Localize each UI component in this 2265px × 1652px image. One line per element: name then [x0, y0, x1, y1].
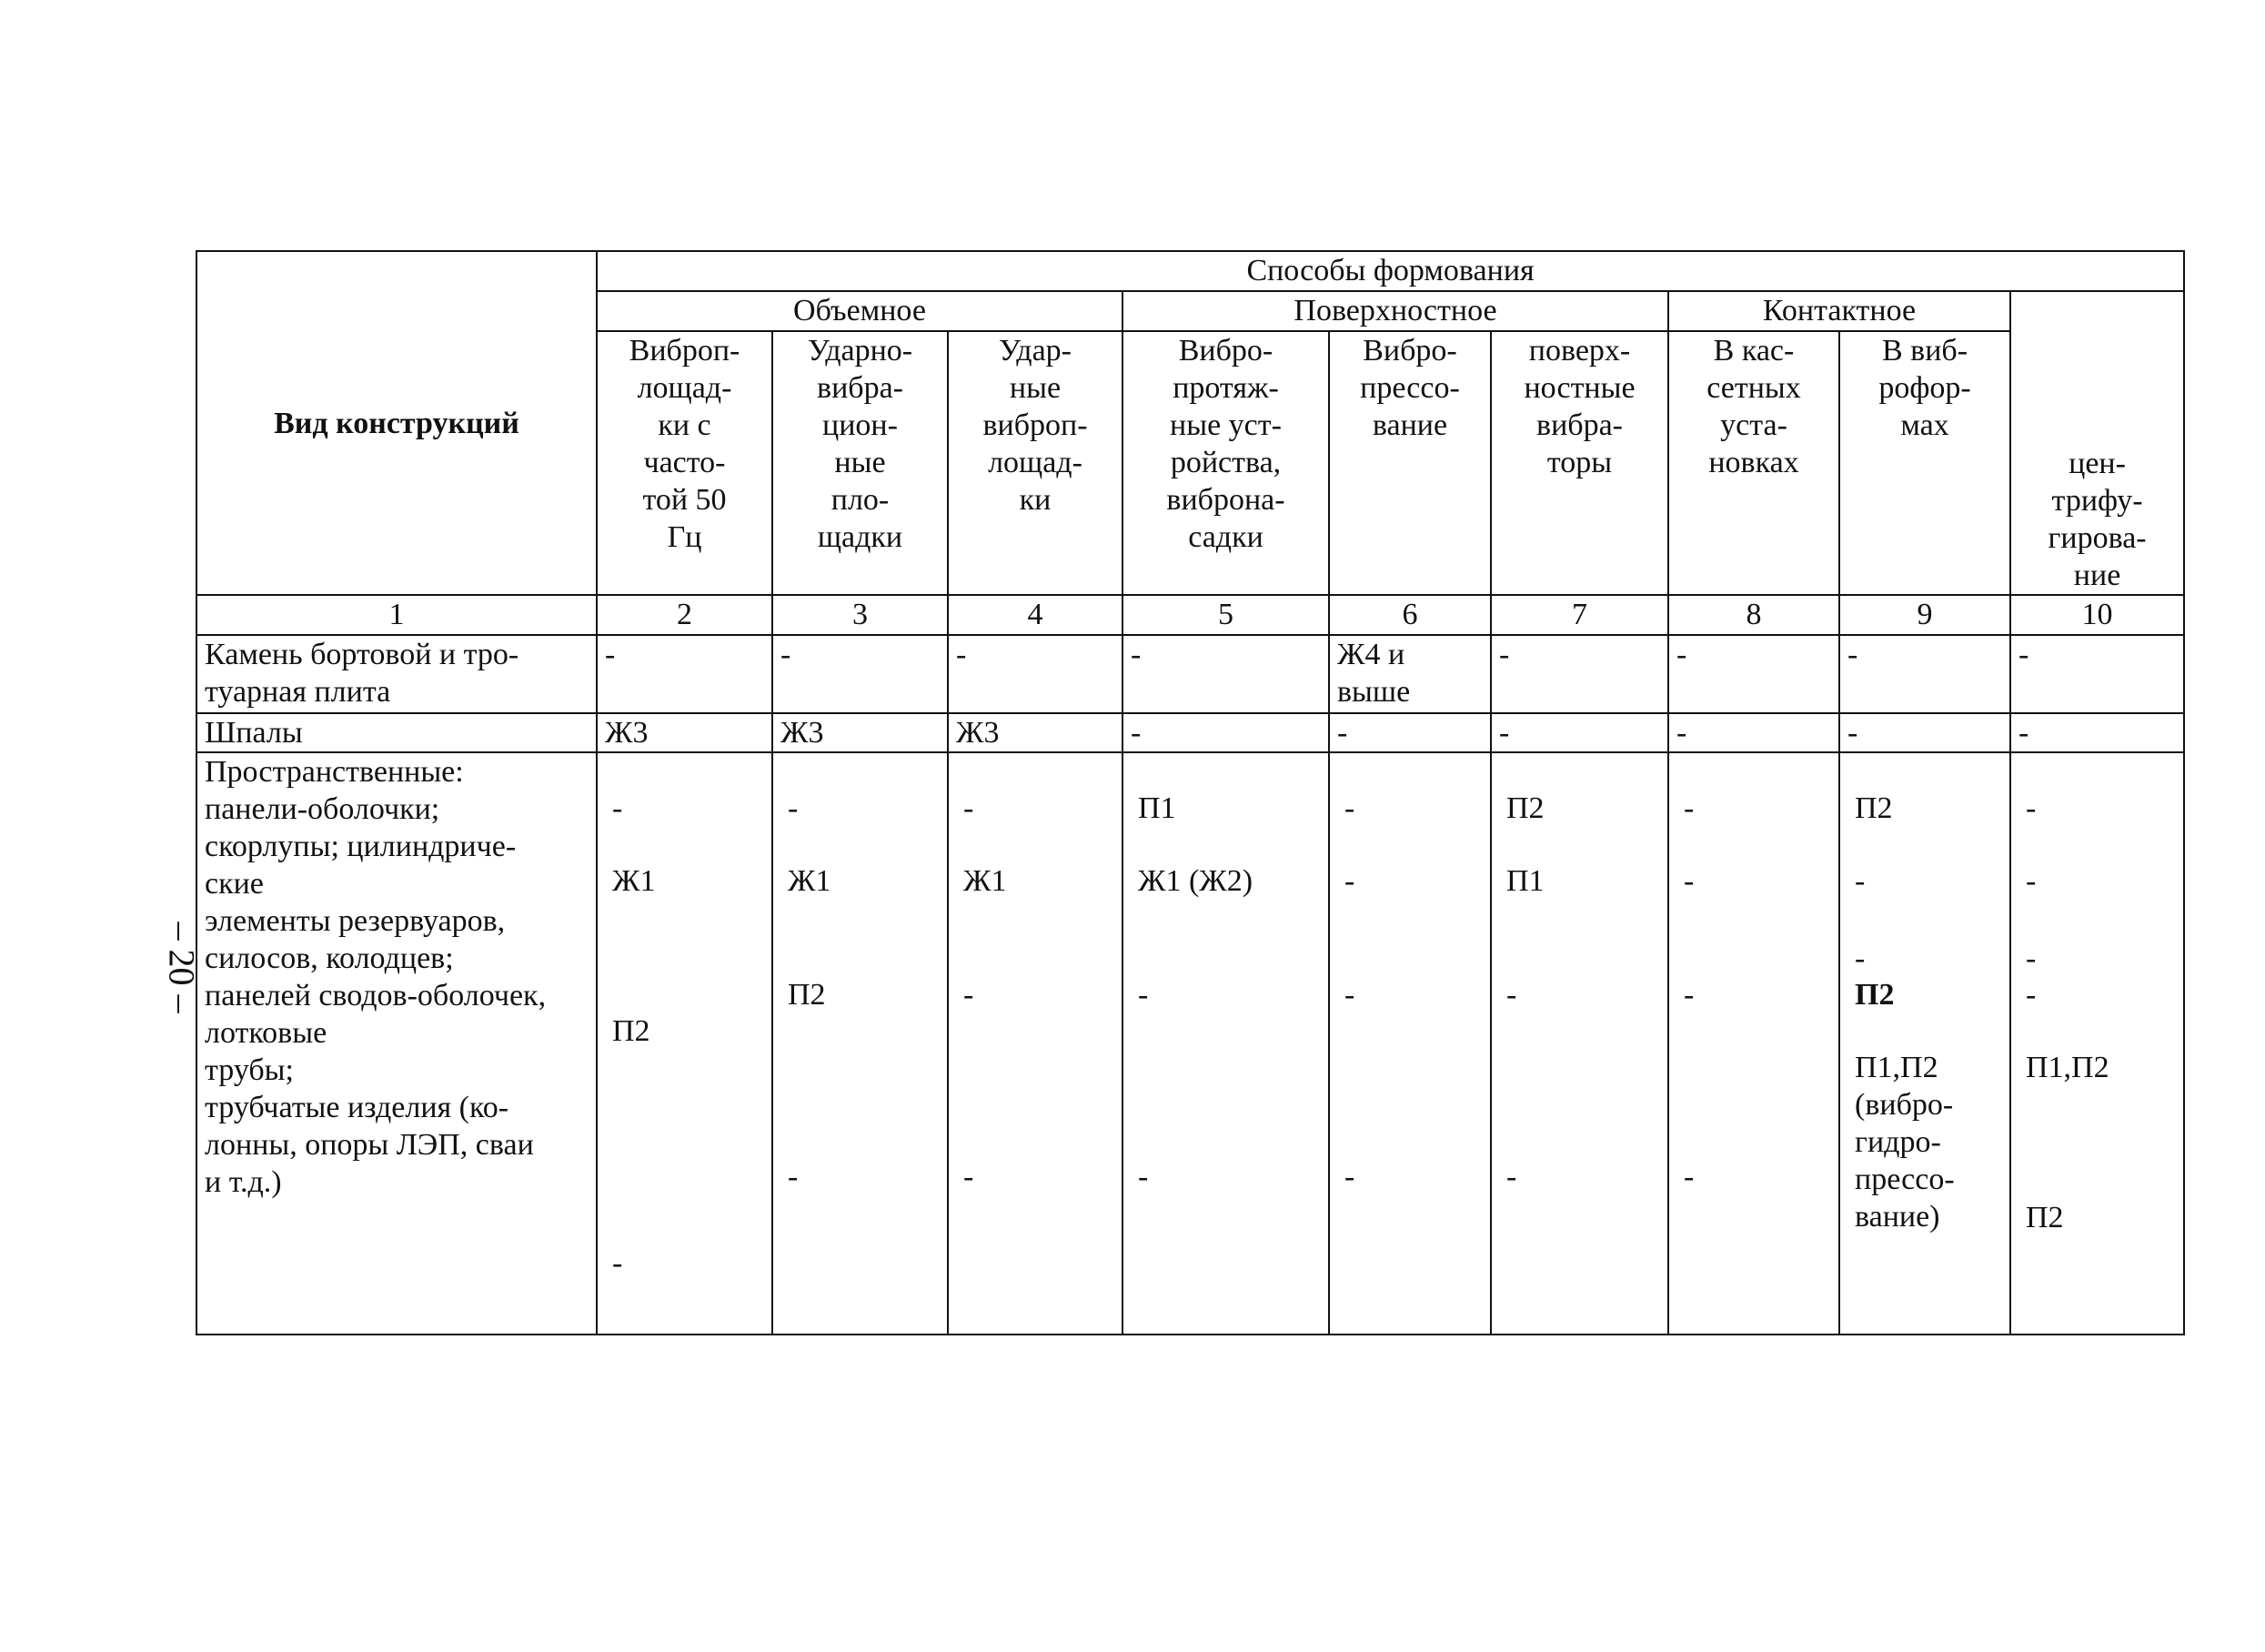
table-cell — [772, 752, 948, 1335]
table-cell: - — [2010, 635, 2184, 713]
header-col-3: Ударно- вибра- цион- ные пло- щадки — [772, 331, 948, 595]
cell-value: П2 — [788, 978, 826, 1012]
cell-value: - — [963, 1160, 974, 1194]
cell-value: - — [612, 1246, 623, 1280]
table-cell: - — [1491, 713, 1668, 752]
header-col-7: поверх- ностные вибра- торы — [1491, 331, 1668, 595]
cell-value: - — [1684, 791, 1695, 825]
column-number: 6 — [1329, 595, 1491, 635]
cell-value: - — [1138, 1160, 1149, 1194]
row-label: Шпалы — [196, 713, 597, 752]
table-cell — [1839, 752, 2010, 1335]
header-group-surface: Поверхностное — [1122, 291, 1668, 331]
row-label: Камень бортовой и тро- туарная плита — [196, 635, 597, 713]
cell-value: - — [1684, 1160, 1695, 1194]
table-cell: - — [1668, 635, 1839, 713]
header-methods-title: Способы формования — [597, 251, 2184, 291]
cell-value: - — [1506, 978, 1517, 1012]
header-col-6: Вибро- прессо- вание — [1329, 331, 1491, 595]
table-row — [196, 635, 2184, 713]
cell-value: П2 — [612, 1014, 650, 1048]
table-cell: - — [1329, 713, 1491, 752]
cell-value: - — [963, 791, 974, 825]
table-cell — [1668, 752, 1839, 1335]
column-number: 10 — [2010, 595, 2184, 635]
column-number: 8 — [1668, 595, 1839, 635]
table-cell: - — [2010, 713, 2184, 752]
cell-value: - — [1506, 1160, 1517, 1194]
table-cell: - — [1122, 635, 1329, 713]
table-cell — [597, 752, 772, 1335]
cell-value: П2 — [2026, 1201, 2064, 1234]
cell-value: - — [1855, 942, 1866, 975]
column-number: 2 — [597, 595, 772, 635]
table-cell: Ж3 — [948, 713, 1122, 752]
column-number: 7 — [1491, 595, 1668, 635]
header-col-4: Удар- ные виброп- лощад- ки — [948, 331, 1122, 595]
table-cell: Ж3 — [597, 713, 772, 752]
cell-value: - — [612, 791, 623, 825]
table-cell: - — [1491, 635, 1668, 713]
table-cell — [1122, 752, 1329, 1335]
cell-value: - — [788, 791, 799, 825]
header-col-5: Вибро- протяж- ные уст- ройства, виброна- садки — [1122, 331, 1329, 595]
header-col-10: цен- трифу- гирова- ние — [2010, 291, 2184, 595]
table-cell — [948, 752, 1122, 1335]
cell-value: Ж1 — [612, 864, 656, 898]
cell-value: - — [1344, 978, 1355, 1012]
column-number: 3 — [772, 595, 948, 635]
table-cell: - — [1668, 713, 1839, 752]
cell-value: П1,П2 — [2026, 1051, 2109, 1084]
cell-value: Ж1 — [788, 864, 831, 898]
table-cell: Ж3 — [772, 713, 948, 752]
row-label: Пространственные: панели-оболочки; скорлупы; цилиндриче- ские элементы резервуаров, силосов, колодцев; панелей сводов-оболочек, лотковые трубы; трубчатые изделия (ко- лонны, опоры ЛЭП, сваи и т.д.) — [196, 752, 597, 1335]
cell-value: - — [1344, 791, 1355, 825]
cell-value: - — [2026, 864, 2037, 898]
table-cell: - — [772, 635, 948, 713]
cell-value: П2 — [1506, 791, 1545, 825]
table-cell — [1329, 752, 1491, 1335]
column-number: 1 — [196, 595, 597, 635]
column-number: 9 — [1839, 595, 2010, 635]
page-number: – 20 – — [161, 922, 203, 1013]
cell-value: - — [1855, 864, 1866, 898]
table-cell — [2010, 752, 2184, 1335]
cell-value: П1 — [1506, 864, 1545, 898]
cell-value: - — [788, 1160, 799, 1194]
column-number: 5 — [1122, 595, 1329, 635]
header-group-volume: Объемное — [597, 291, 1122, 331]
cell-value: - — [1344, 864, 1355, 898]
cell-value: - — [2026, 978, 2037, 1012]
header-col-9: В виб- рофор- мах — [1839, 331, 2010, 595]
column-number: 4 — [948, 595, 1122, 635]
cell-value: П2 — [1855, 791, 1893, 825]
cell-value: П2 — [1855, 978, 1895, 1012]
table-row — [196, 752, 2184, 1335]
cell-value: - — [1684, 864, 1695, 898]
cell-value: - — [1344, 1160, 1355, 1194]
table-cell: - — [948, 635, 1122, 713]
table-row — [196, 713, 2184, 752]
table-cell: - — [1122, 713, 1329, 752]
table-cell: - — [1839, 635, 2010, 713]
cell-value: Ж1 — [963, 864, 1007, 898]
cell-value: - — [2026, 791, 2037, 825]
cell-value: П1,П2 (вибро- гидро- прессо- вание) — [1855, 1051, 1955, 1234]
table-cell — [1491, 752, 1668, 1335]
table-cell: Ж4 и выше — [1329, 635, 1491, 713]
header-col-2: Виброп- лощад- ки с часто- той 50 Гц — [597, 331, 772, 595]
header-group-contact: Контактное — [1668, 291, 2010, 331]
column-numbers-row — [196, 595, 2184, 635]
forming-methods-table — [196, 250, 2185, 1335]
table-cell: - — [597, 635, 772, 713]
cell-value: - — [1684, 978, 1695, 1012]
table-cell: - — [1839, 713, 2010, 752]
cell-value: Ж1 (Ж2) — [1138, 864, 1253, 898]
cell-value: П1 — [1138, 791, 1176, 825]
cell-value: - — [2026, 942, 2037, 975]
cell-value: - — [1138, 978, 1149, 1012]
header-col-8: В кас- сетных уста- новках — [1668, 331, 1839, 595]
header-vid: Вид конструкций — [196, 251, 597, 595]
cell-value: - — [963, 978, 974, 1012]
